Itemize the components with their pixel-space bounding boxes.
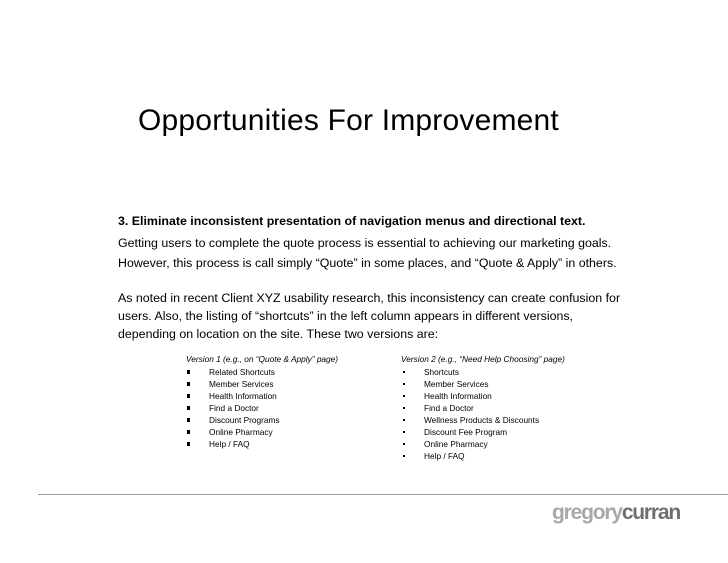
version-2-list: [401, 366, 565, 462]
list-item-label: Help / FAQ: [424, 451, 465, 461]
list-item-label: Member Services: [209, 379, 274, 389]
paragraph-line: As noted in recent Client XYZ usability research, this inconsistency can create confusion for: [118, 291, 621, 305]
list-item: [186, 390, 338, 402]
list-item: [401, 450, 565, 462]
list-item: [186, 426, 338, 438]
paragraph-quote-process: [118, 233, 718, 273]
list-item-label: Online Pharmacy: [209, 427, 273, 437]
list-item: [186, 366, 338, 378]
list-item: [401, 402, 565, 414]
list-item-label: Online Pharmacy: [424, 439, 488, 449]
list-item-label: Help / FAQ: [209, 439, 250, 449]
footer-divider: [38, 494, 728, 495]
list-item-label: Discount Programs: [209, 415, 280, 425]
list-item: [186, 438, 338, 450]
list-item-label: Discount Fee Program: [424, 427, 508, 437]
paragraph-usability-research: [118, 289, 718, 343]
list-item: [401, 438, 565, 450]
logo-text-gregory: gregory: [552, 501, 622, 524]
list-item: [401, 426, 565, 438]
list-item-label: Find a Doctor: [424, 403, 474, 413]
list-item: [401, 414, 565, 426]
list-item: [186, 414, 338, 426]
list-item-label: Member Services: [424, 379, 489, 389]
list-item-label: Shortcuts: [424, 367, 460, 377]
list-item-label: Related Shortcuts: [209, 367, 275, 377]
list-item: [186, 378, 338, 390]
version-2-column: [401, 352, 565, 462]
list-item: [401, 366, 565, 378]
list-item-label: Health Information: [424, 391, 492, 401]
slide-title: Opportunities For Improvement: [138, 104, 559, 137]
list-item: [401, 390, 565, 402]
version-2-title: Version 2 (e.g., “Need Help Choosing” page): [401, 354, 565, 364]
list-item-label: Find a Doctor: [209, 403, 259, 413]
list-item-label: Health Information: [209, 391, 277, 401]
version-1-list: [186, 366, 338, 450]
paragraph-line: Getting users to complete the quote process is essential to achieving our marketing goals.: [118, 236, 612, 250]
paragraph-line: depending on location on the site. These two versions are:: [118, 327, 439, 341]
version-1-title: Version 1 (e.g., on “Quote & Apply” page): [186, 354, 339, 364]
section-heading: 3. Eliminate inconsistent presentation of navigation menus and directional text.: [118, 214, 586, 228]
list-item: [186, 402, 338, 414]
logo-text-curran: curran: [621, 501, 680, 524]
version-1-column: [186, 352, 338, 450]
list-item-label: Wellness Products & Discounts: [424, 415, 540, 425]
paragraph-line: users. Also, the listing of “shortcuts” in the left column appears in different versions,: [118, 309, 574, 323]
list-item: [401, 378, 565, 390]
paragraph-line: However, this process is call simply “Quote” in some places, and “Quote & Apply” in others.: [118, 256, 617, 270]
gregory-curran-logo: [552, 501, 680, 525]
